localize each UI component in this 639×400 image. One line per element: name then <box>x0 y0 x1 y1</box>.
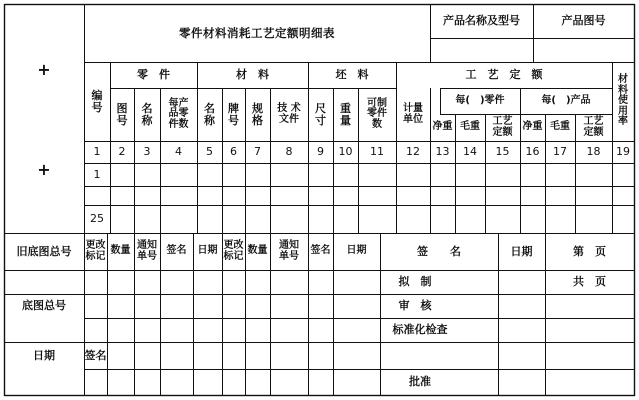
col-number: 19 <box>616 145 630 159</box>
header-net-weight-product: 净重 <box>522 121 543 133</box>
sign-name-label: 签 名 <box>417 244 461 258</box>
col-number: 2 <box>118 145 126 159</box>
header-process-quota: 工 艺 定 额 <box>465 68 543 82</box>
header-utilization: 材 料 使 用 率 <box>618 74 628 128</box>
col-number: 18 <box>586 145 601 159</box>
header-material: 材 料 <box>236 68 269 82</box>
header-gross-weight-part: 毛重 <box>460 121 480 133</box>
header-quota-part: 工艺 定额 <box>492 116 513 138</box>
col-number: 12 <box>406 145 420 159</box>
header-quota-product: 工艺 定额 <box>583 116 604 138</box>
col-number: 13 <box>435 145 450 159</box>
approved-label: 批准 <box>409 375 431 389</box>
col-number: 16 <box>525 145 540 159</box>
col-number: 15 <box>495 145 510 159</box>
header-spec: 规 格 <box>252 101 263 127</box>
col-number: 7 <box>254 145 261 159</box>
signature-label: 签名 <box>166 245 187 257</box>
date-label-2: 日期 <box>346 245 367 257</box>
row-number-last: 25 <box>90 212 104 226</box>
header-per-product-qty: 每产 品零 件数 <box>168 97 189 130</box>
reviewed-label: 审 核 <box>398 299 432 313</box>
col-number: 17 <box>553 145 567 159</box>
header-weight: 重 量 <box>340 101 351 127</box>
quantity-label: 数量 <box>110 245 131 257</box>
col-number: 6 <box>230 145 237 159</box>
form-title: 零件材料消耗工艺定额明细表 <box>179 25 335 40</box>
header-grade: 牌 号 <box>228 101 239 127</box>
col-number: 10 <box>338 145 353 159</box>
header-unit: 计量 单位 <box>403 103 423 125</box>
header-tech-doc: 技 术 文件 <box>277 103 301 125</box>
col-number: 5 <box>206 145 213 159</box>
header-material-name: 名 称 <box>204 101 215 127</box>
col-number: 1 <box>93 145 101 159</box>
drafted-label: 拟 制 <box>398 275 432 289</box>
change-mark-label: 更改 标记 <box>85 240 106 262</box>
binding-mark-middle: + <box>37 159 51 179</box>
header-drawing-no: 图 号 <box>116 101 128 127</box>
old-base-no-label: 旧底图总号 <box>16 244 72 258</box>
notice-no-label: 通知 单号 <box>137 240 157 262</box>
notice-no-label-2: 通知 单号 <box>279 240 299 262</box>
header-blank: 坯 料 <box>335 68 369 82</box>
product-name-label: 产品名称及型号 <box>443 14 520 28</box>
binding-mark-top: + <box>37 59 51 79</box>
product-drawing-label: 产品图号 <box>561 14 606 28</box>
header-part-name: 名 称 <box>141 101 153 127</box>
header-net-weight-part: 净重 <box>432 121 453 133</box>
date-label-4: 日期 <box>33 348 55 362</box>
product-name-value[interactable] <box>430 38 533 62</box>
header-no: 编 号 <box>91 88 103 114</box>
change-mark-label-2: 更改 标记 <box>223 240 244 262</box>
date-label-3: 日期 <box>510 244 533 258</box>
header-makeable-parts: 可制 零件 数 <box>367 97 387 130</box>
header-per-part: 每( )零件 <box>455 94 505 106</box>
product-drawing-value[interactable] <box>533 38 634 62</box>
header-size: 尺 寸 <box>315 101 326 127</box>
signature-label-2: 签名 <box>310 245 331 257</box>
header-parts: 零 件 <box>137 68 170 82</box>
quantity-label-2: 数量 <box>247 245 268 257</box>
header-gross-weight-product: 毛重 <box>550 121 570 133</box>
sign-label: 签名 <box>84 348 107 362</box>
col-number: 8 <box>285 145 293 159</box>
col-number: 9 <box>317 145 324 159</box>
date-label: 日期 <box>197 245 218 257</box>
row-number-first: 1 <box>93 167 101 181</box>
col-number: 14 <box>463 145 477 159</box>
total-pages-label: 共 页 <box>573 275 606 289</box>
standardization-label: 标准化检查 <box>392 323 448 337</box>
header-per-product: 每( )产品 <box>541 94 591 106</box>
base-no-label: 底图总号 <box>22 299 66 313</box>
col-number: 4 <box>175 145 182 159</box>
page-label: 第 页 <box>573 244 606 258</box>
col-number: 11 <box>370 145 384 159</box>
col-number: 3 <box>143 145 151 159</box>
